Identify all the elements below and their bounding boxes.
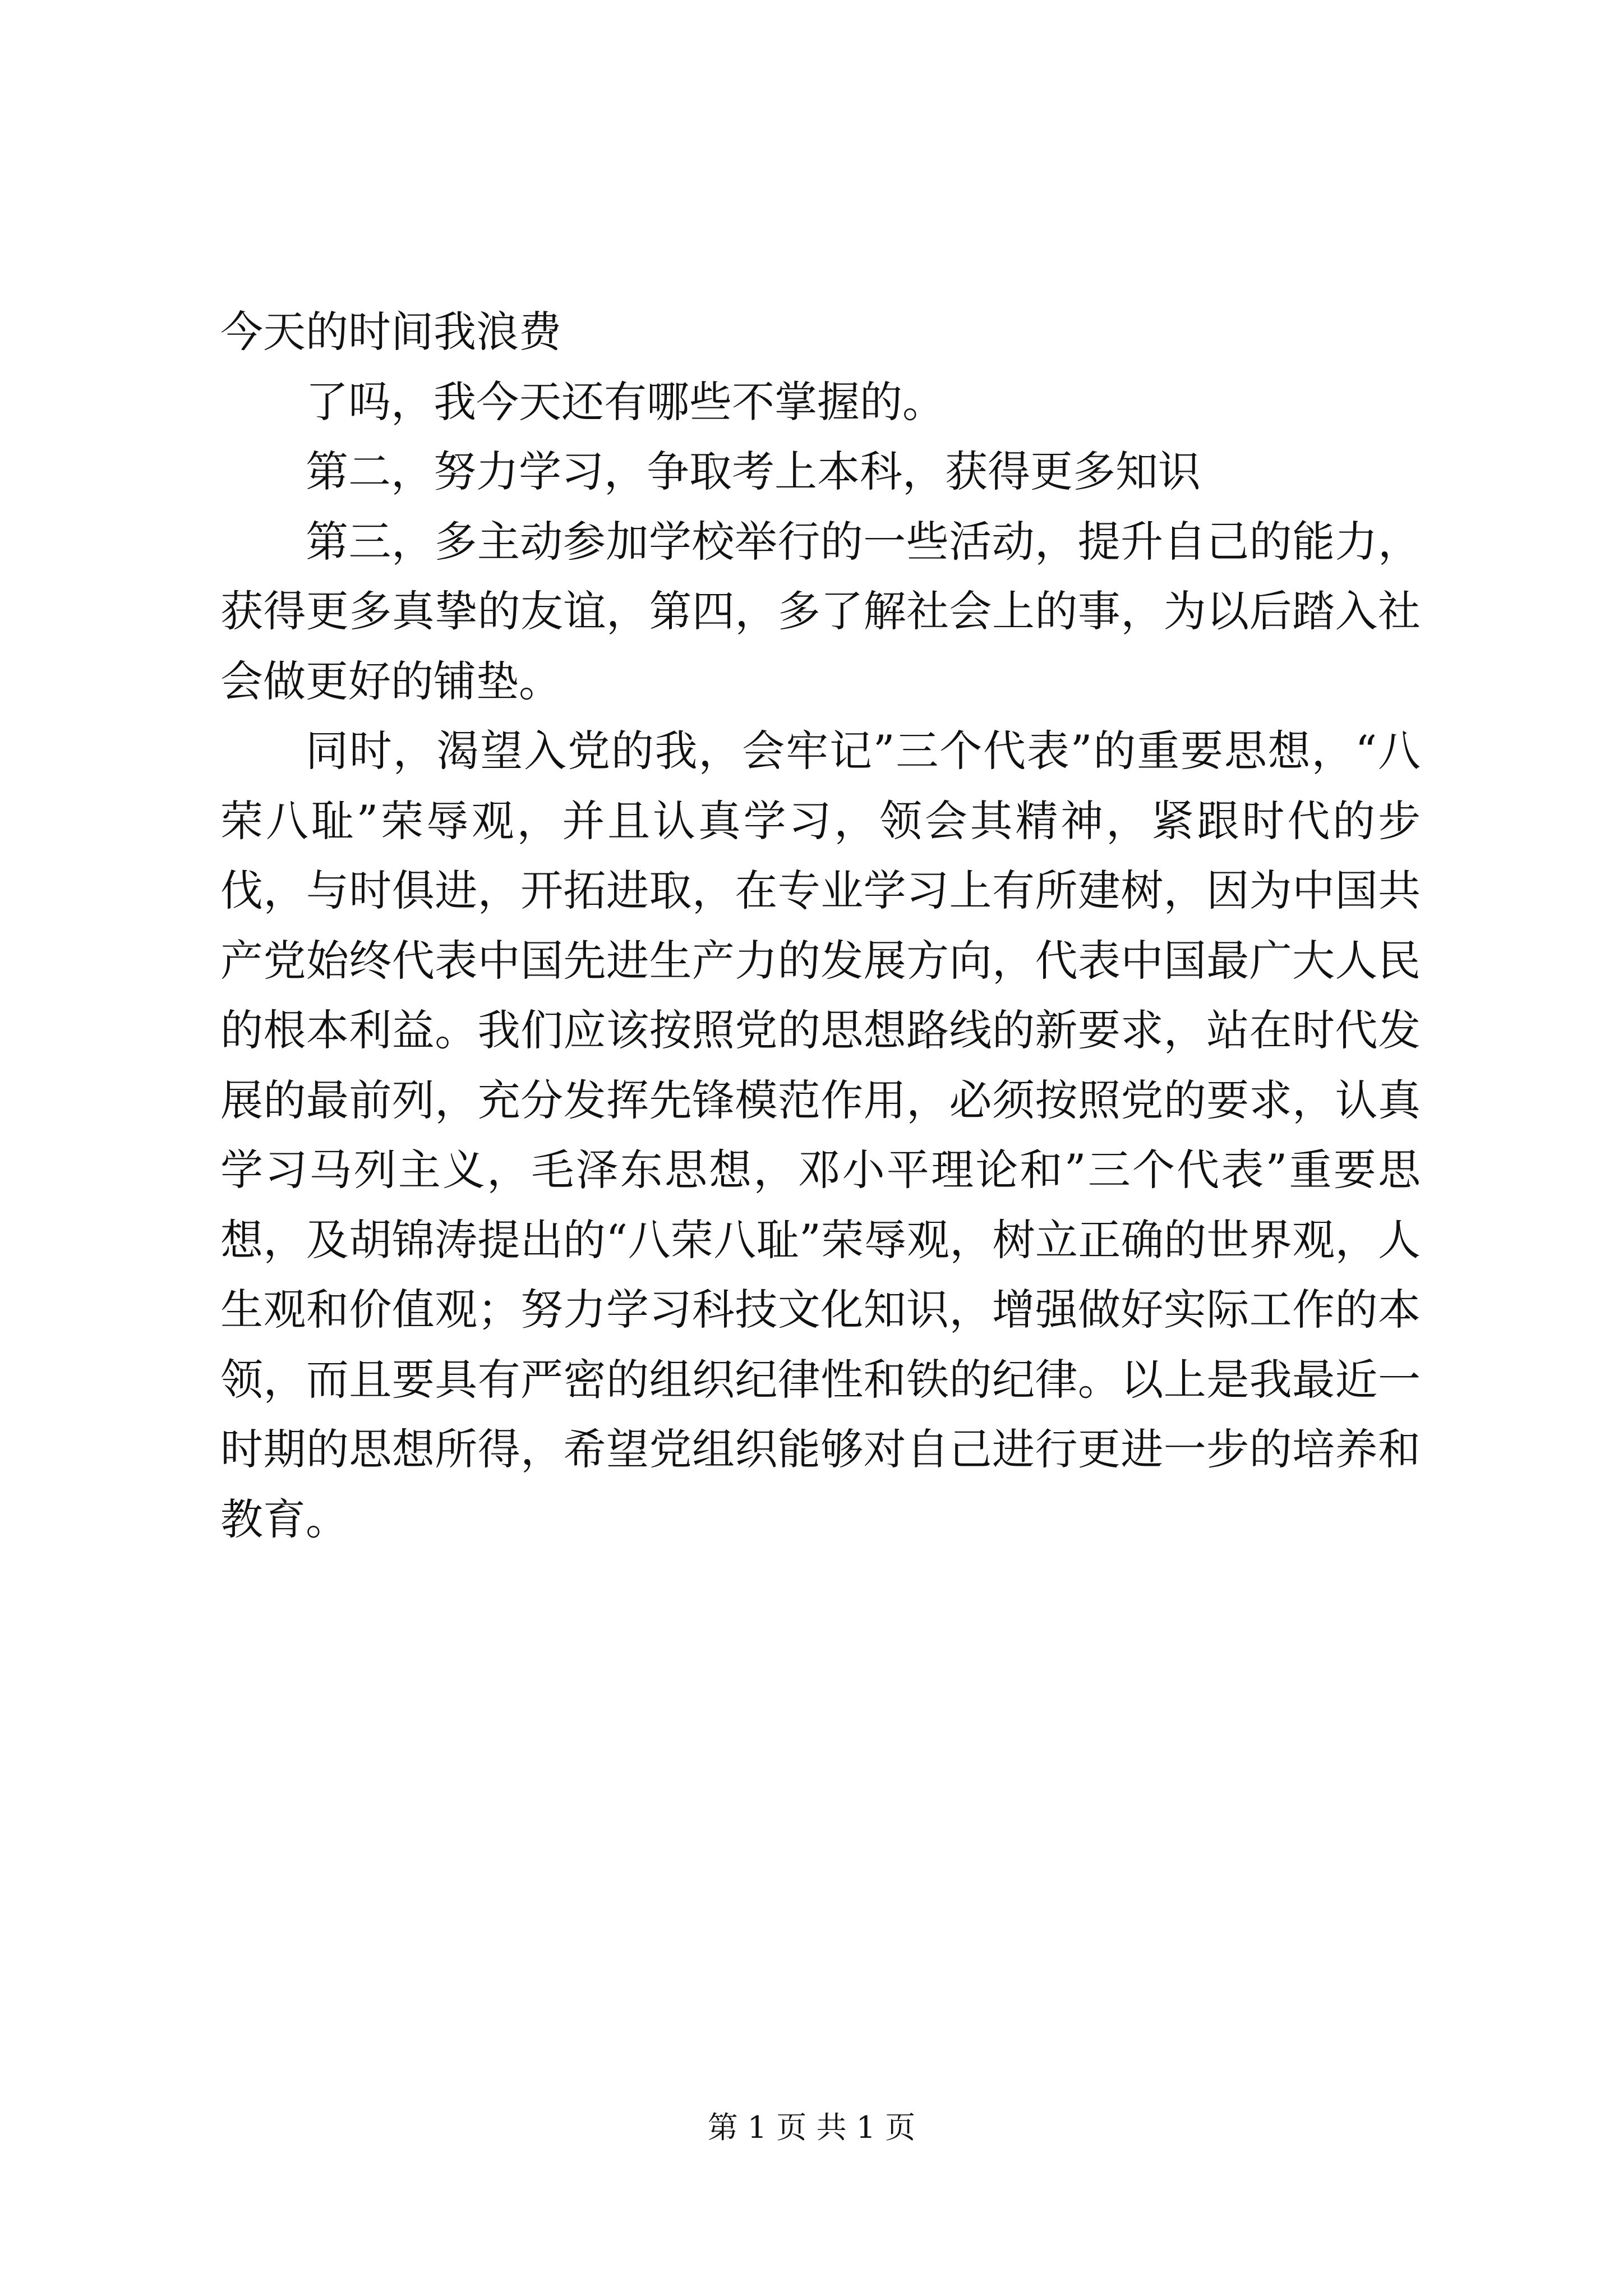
paragraph-party-membership: 同时，渴望入党的我，会牢记”三个代表”的重要思想，“八荣八耻”荣辱观，并且认真学习，领会其精神，紧跟时代的步伐，与时俱进，开拓进取，在专业学习上有所建树，因为中国共产党始终代表中国先进生产力的发展方向，代表中国最广大人民的根本利益。我们应该按照党的思想路线的新要求，站在时代发展的最前列，充分发挥先锋模范作用，必须按照党的要求，认真学习马列主义，毛泽东思想，邓小平理论和”三个代表”重要思想，及胡锦涛提出的“八荣八耻”荣辱观，树立正确的世界观，人生观和价值观；努力学习科技文化知识，增强做好实际工作的本领，而且要具有严密的组织纪律性和铁的纪律。以上是我最近一时期的思想所得，希望党组织能够对自己进行更进一步的培养和教育。 — [220, 726, 1421, 1544]
paragraph-third-fourth-goals: 第三，多主动参加学校举行的一些活动，提升自己的能力，获得更多真挚的友谊，第四，多了解社会上的事，为以后踏入社会做更好的铺垫。 — [220, 516, 1421, 706]
document-body — [220, 297, 1421, 1554]
paragraph-opening-line: 今天的时间我浪费 — [220, 307, 561, 357]
page-number-footer: 第 1 页 共 1 页 — [707, 2110, 916, 2145]
paragraph-second-goal: 第二，努力学习，争取考上本科，获得更多知识 — [306, 447, 1201, 496]
paragraph-self-reflection: 了吗，我今天还有哪些不掌握的。 — [306, 376, 945, 427]
